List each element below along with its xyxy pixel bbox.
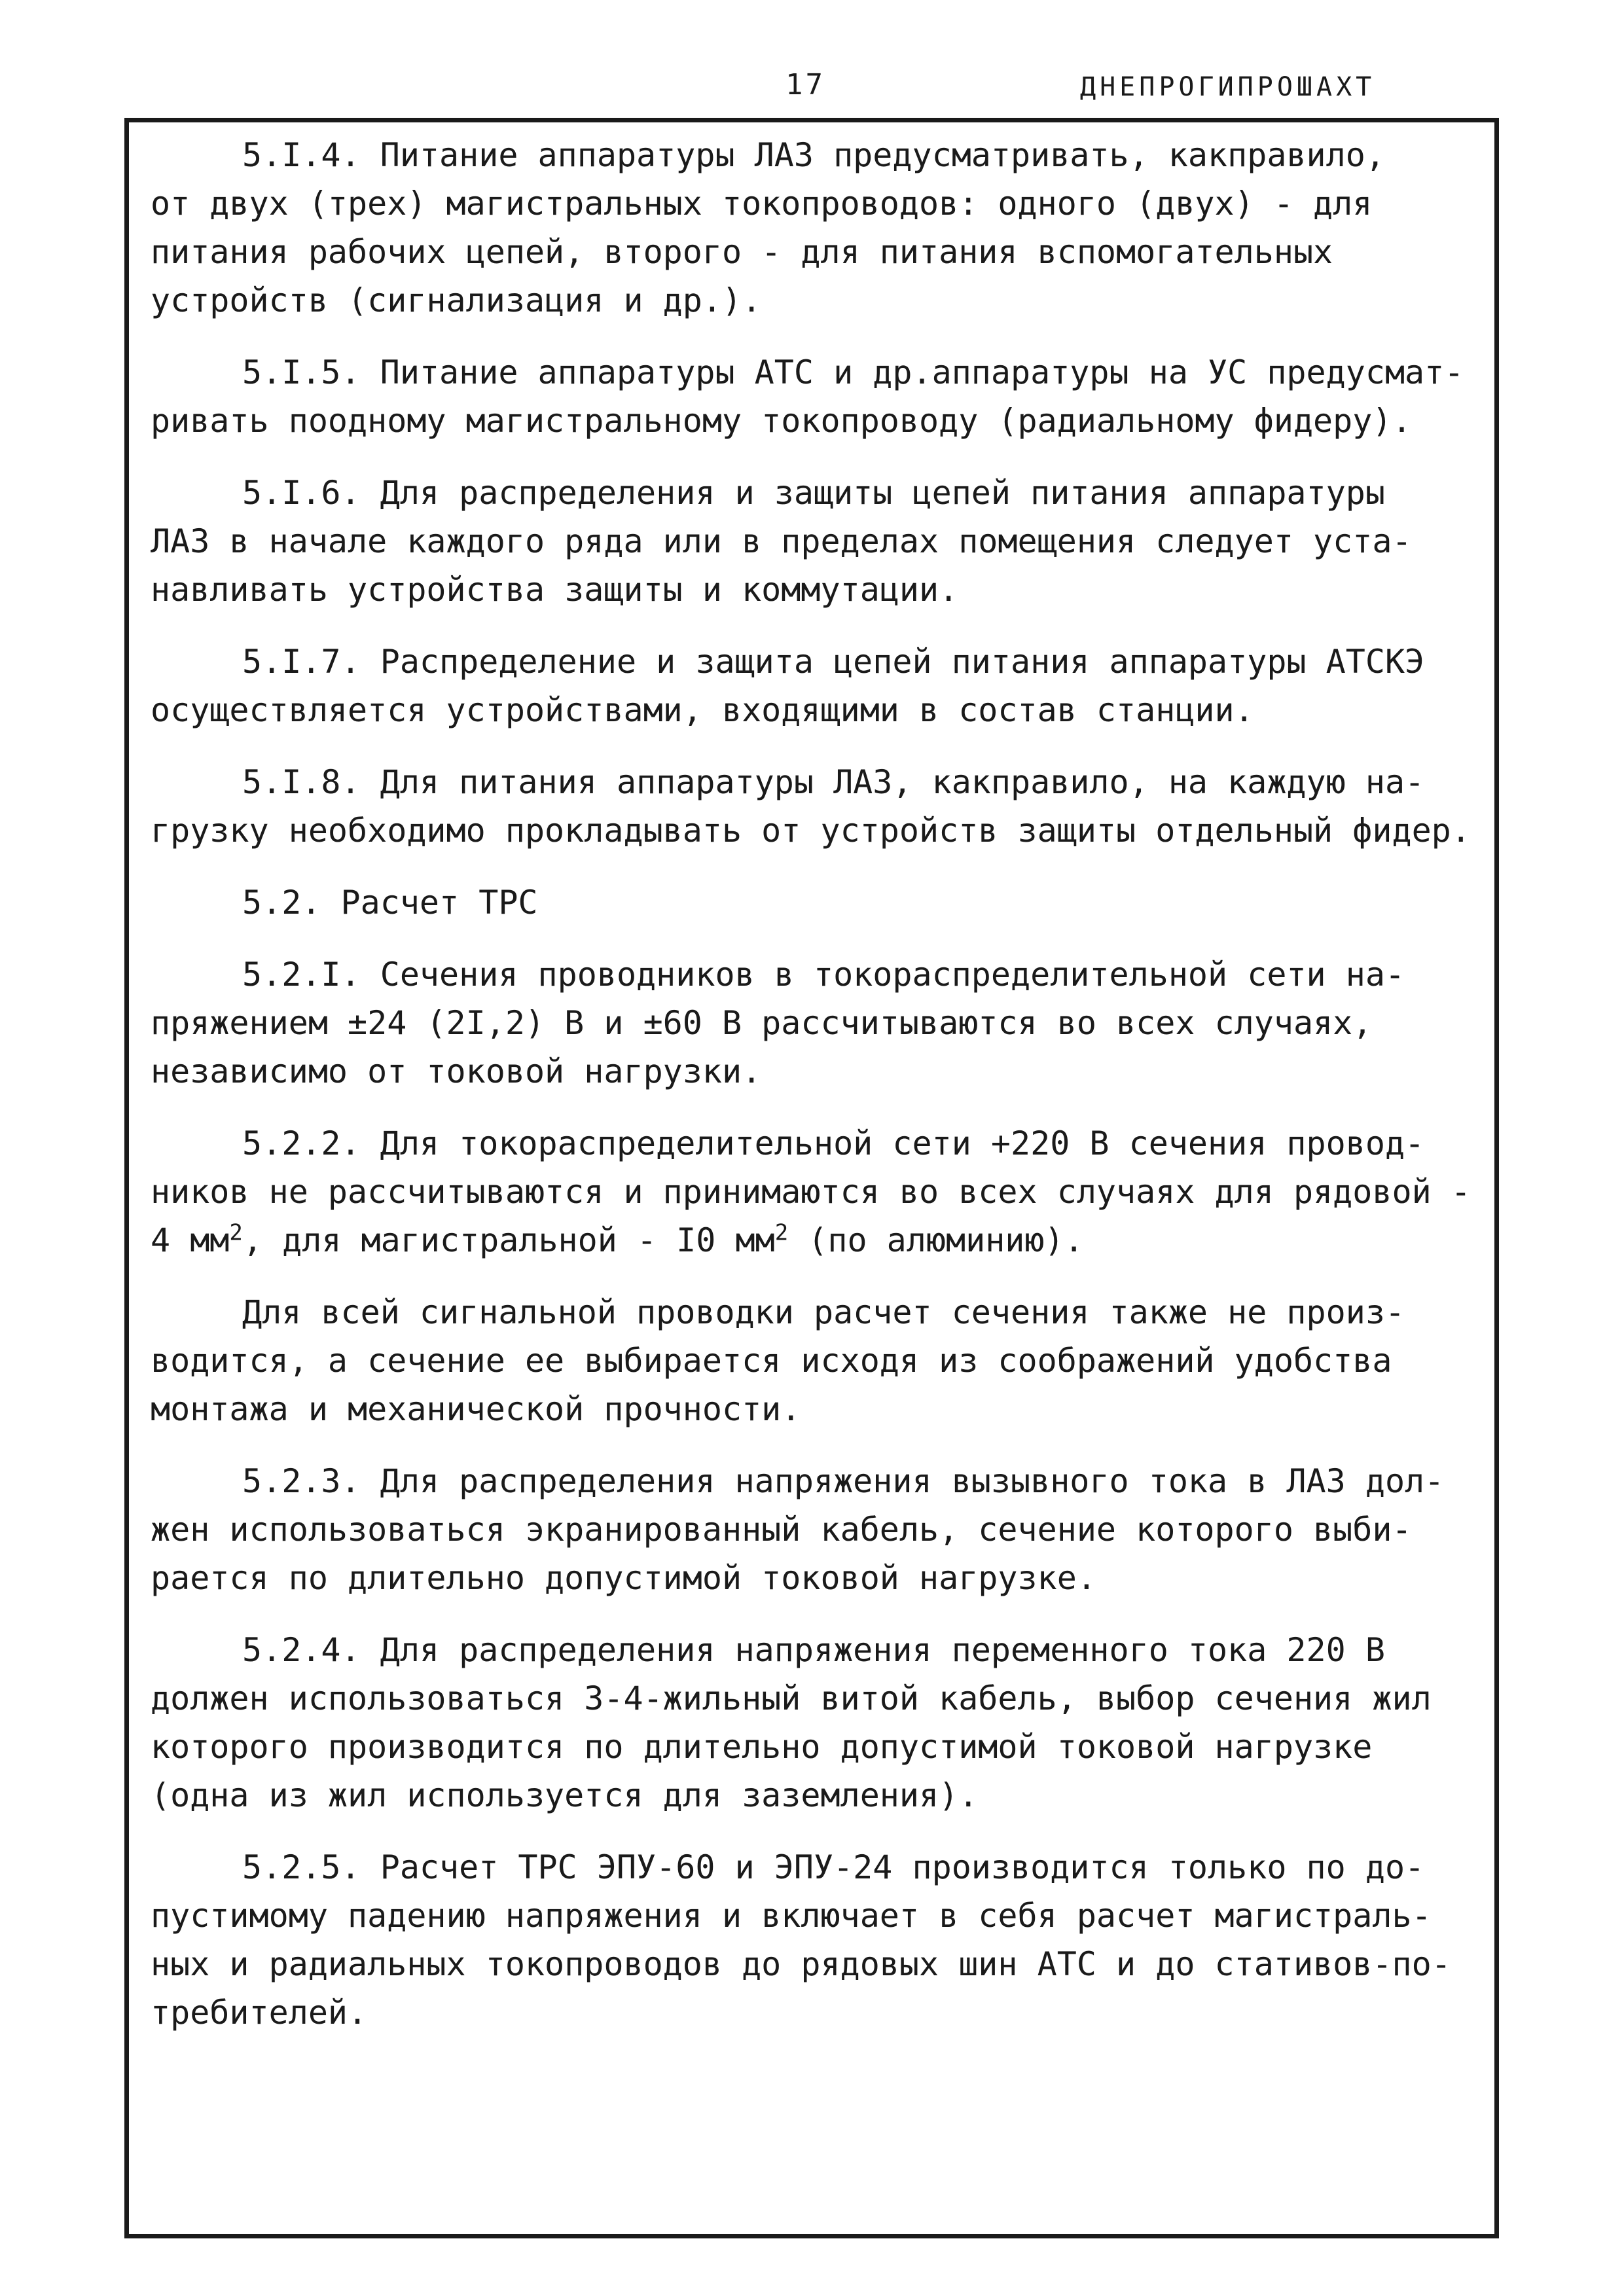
page-number: 17 (785, 68, 825, 101)
paragraph-5-1-7 (151, 637, 1486, 734)
text-line: пряжением ±24 (2I,2) В и ±60 В рассчитываются во всех случаях, (151, 1004, 1373, 1042)
text-line: 5.2.2. Для токораспределительной сети +220 В сечения провод- (242, 1124, 1425, 1162)
text-line: рается по длительно допустимой токовой нагрузке. (151, 1559, 1096, 1597)
text-line: пустимому падению напряжения и включает в себя расчет магистраль- (151, 1897, 1432, 1935)
text-line: ных и радиальных токопроводов до рядовых шин АТС и до стативов-по- (151, 1945, 1451, 1983)
superscript: 2 (774, 1219, 789, 1246)
text-line: 5.I.4. Питание аппаратуры ЛАЗ предусматривать, какправило, (242, 136, 1385, 174)
text-line: 5.2.I. Сечения проводников в токораспределительной сети на- (242, 956, 1405, 994)
text-line: 5.2.3. Для распределения напряжения вызывного тока в ЛАЗ дол- (242, 1462, 1445, 1500)
text-line: навливать устройства защиты и коммутации. (151, 571, 959, 609)
text-line-with-superscripts (151, 1216, 1486, 1265)
text-line: которого производится по длительно допустимой токовой нагрузке (151, 1728, 1373, 1766)
superscript: 2 (229, 1219, 243, 1246)
text-line: осуществляется устройствами, входящими в состав станции. (151, 691, 1254, 729)
text-line: (одна из жил используется для заземления). (151, 1776, 979, 1814)
section-title: 5.2. Расчет ТРС (242, 884, 538, 922)
text-line: 5.2.4. Для распределения напряжения переменного тока 220 В (242, 1631, 1385, 1669)
text-line: Для всей сигнальной проводки расчет сечения также не произ- (242, 1293, 1405, 1331)
text-line: требителей. (151, 1994, 368, 2032)
text-line: ЛАЗ в начале каждого ряда или в пределах помещения следует уста- (151, 522, 1412, 560)
section-heading-5-2 (151, 878, 1486, 927)
text-line: 5.I.6. Для распределения и защиты цепей питания аппаратуры (242, 474, 1385, 512)
text-fragment: 4 мм (151, 1221, 230, 1259)
organization-header: ДНЕПРОГИПРОШАХТ (1080, 72, 1376, 102)
text-line: от двух (трех) магистральных токопроводов: одного (двух) - для (151, 185, 1373, 223)
paragraph-5-2-3 (151, 1457, 1486, 1602)
document-body (151, 131, 1486, 2060)
paragraph-5-1-8 (151, 758, 1486, 855)
text-line: 5.I.5. Питание аппаратуры АТС и др.аппаратуры на УС предусмат- (242, 353, 1464, 391)
text-fragment: (по алюминию). (788, 1221, 1084, 1259)
paragraph-5-1-4 (151, 131, 1486, 325)
paragraph-5-1-5 (151, 348, 1486, 445)
text-fragment: , для магистральной - I0 мм (242, 1221, 775, 1259)
text-line: 5.2.5. Расчет ТРС ЭПУ-60 и ЭПУ-24 производится только по до- (242, 1848, 1425, 1886)
text-line: водится, а сечение ее выбирается исходя из соображений удобства (151, 1342, 1392, 1380)
text-line: ривать поодному магистральному токопроводу (радиальному фидеру). (151, 402, 1412, 440)
paragraph-5-2-5 (151, 1843, 1486, 2037)
paragraph-5-2-4 (151, 1626, 1486, 1820)
paragraph-signal-wiring (151, 1288, 1486, 1433)
paragraph-5-2-1 (151, 950, 1486, 1096)
text-line: монтажа и механической прочности. (151, 1390, 801, 1428)
text-line: устройств (сигнализация и др.). (151, 281, 762, 319)
text-line: грузку необходимо прокладывать от устройств защиты отдельный фидер. (151, 812, 1471, 850)
text-line: 5.I.8. Для питания аппаратуры ЛАЗ, какправило, на каждую на- (242, 763, 1425, 801)
text-line: независимо от токовой нагрузки. (151, 1052, 762, 1090)
text-line: должен использоваться 3-4-жильный витой кабель, выбор сечения жил (151, 1679, 1432, 1717)
text-line: 5.I.7. Распределение и защита цепей питания аппаратуры АТСКЭ (242, 643, 1425, 681)
paragraph-5-2-2 (151, 1119, 1486, 1265)
text-line: питания рабочих цепей, второго - для питания вспомогательных (151, 233, 1333, 271)
paragraph-5-1-6 (151, 469, 1486, 614)
text-line: ников не рассчитываются и принимаются во всех случаях для рядовой - (151, 1173, 1471, 1211)
text-line: жен использоваться экранированный кабель, сечение которого выби- (151, 1511, 1412, 1549)
